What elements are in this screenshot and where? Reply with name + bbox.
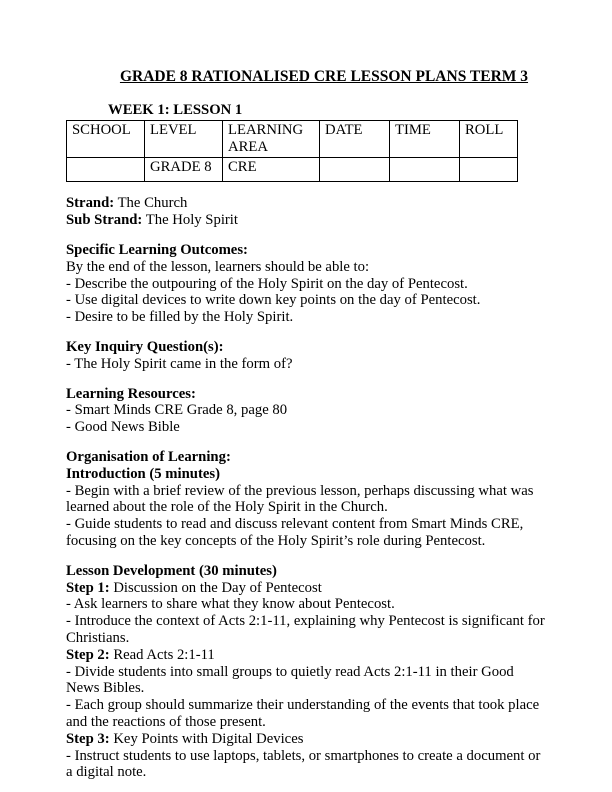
step-heading (66, 731, 546, 748)
sub-strand-value: The Holy Spirit (145, 212, 238, 229)
key-inquiry-section (66, 339, 546, 373)
outcome-item: - Use digital devices to write down key points on the day of Pentecost. (66, 292, 481, 309)
step-label: Step 1: (66, 579, 110, 596)
step-title: Key Points with Digital Devices (113, 730, 304, 747)
outcome-item: - Describe the outpouring of the Holy Spirit on the day of Pentecost. (66, 275, 468, 292)
step-item: - Instruct students to use laptops, tablets, or smartphones to create a document or a digital note. (66, 747, 541, 781)
page-title: GRADE 8 RATIONALISED CRE LESSON PLANS TERM 3 (119, 68, 529, 85)
step-heading (66, 580, 546, 597)
strand-line (66, 195, 546, 212)
lesson-info-table (66, 120, 518, 183)
step-heading (66, 647, 546, 664)
step-item: - Divide students into small groups to quietly read Acts 2:1-11 in their Good News Bibles. (66, 663, 514, 697)
table-header-date: DATE (320, 120, 390, 158)
key-inquiry-item: - The Holy Spirit came in the form of? (66, 355, 293, 372)
table-cell-learning-area: CRE (223, 158, 320, 182)
sub-strand-label: Sub Strand: (66, 212, 143, 229)
organisation-heading: Organisation of Learning: (66, 448, 231, 465)
step-item: - Ask learners to share what they know about Pentecost. (66, 596, 395, 613)
outcome-item: - Desire to be filled by the Holy Spirit. (66, 309, 294, 326)
step-label: Step 2: (66, 646, 110, 663)
table-header-learning-area: LEARNING AREA (223, 120, 320, 158)
table-cell-roll (460, 158, 518, 182)
lesson-development-heading: Lesson Development (30 minutes) (66, 562, 277, 579)
table-cell-level: GRADE 8 (145, 158, 223, 182)
outcomes-heading: Specific Learning Outcomes: (66, 241, 248, 258)
strand-section (66, 195, 546, 229)
resources-section (66, 386, 546, 436)
table-header-time: TIME (390, 120, 460, 158)
step-item: - Each group should summarize their understanding of the events that took place and the reactions of those present. (66, 697, 540, 730)
week-heading: WEEK 1: LESSON 1 (108, 102, 243, 118)
table-header-level: LEVEL (145, 120, 223, 158)
strand-label: Strand: (66, 195, 115, 212)
introduction-item: - Begin with a brief review of the previous lesson, perhaps discussing what was learned about the role of the Holy Spirit in the Church. (66, 482, 534, 516)
organisation-section (66, 449, 546, 550)
outcomes-intro: By the end of the lesson, learners should be able to: (66, 258, 370, 275)
outcomes-section (66, 242, 546, 326)
resource-item: - Smart Minds CRE Grade 8, page 80 (66, 402, 288, 419)
strand-value: The Church (117, 195, 188, 212)
table-header-school: SCHOOL (67, 120, 145, 158)
step-label: Step 3: (66, 730, 110, 747)
introduction-item: - Guide students to read and discuss relevant content from Smart Minds CRE, focusing on the key concepts of the Holy Spirit’s role during Pentecost. (66, 516, 524, 549)
table-cell-time (390, 158, 460, 182)
resources-heading: Learning Resources: (66, 385, 196, 402)
resource-item: - Good News Bible (66, 419, 180, 436)
table-data-row (67, 158, 518, 182)
step-title: Discussion on the Day of Pentecost (113, 579, 322, 596)
table-cell-school (67, 158, 145, 182)
table-cell-date (320, 158, 390, 182)
sub-strand-line (66, 212, 546, 229)
introduction-heading: Introduction (5 minutes) (66, 465, 220, 482)
step-item: - Introduce the context of Acts 2:1-11, explaining why Pentecost is significant for Christians. (66, 613, 545, 646)
lesson-development-section (66, 563, 546, 781)
step-title: Read Acts 2:1-11 (113, 646, 215, 663)
table-header-row (67, 120, 518, 158)
key-inquiry-heading: Key Inquiry Question(s): (66, 338, 224, 355)
table-header-roll: ROLL (460, 120, 518, 158)
